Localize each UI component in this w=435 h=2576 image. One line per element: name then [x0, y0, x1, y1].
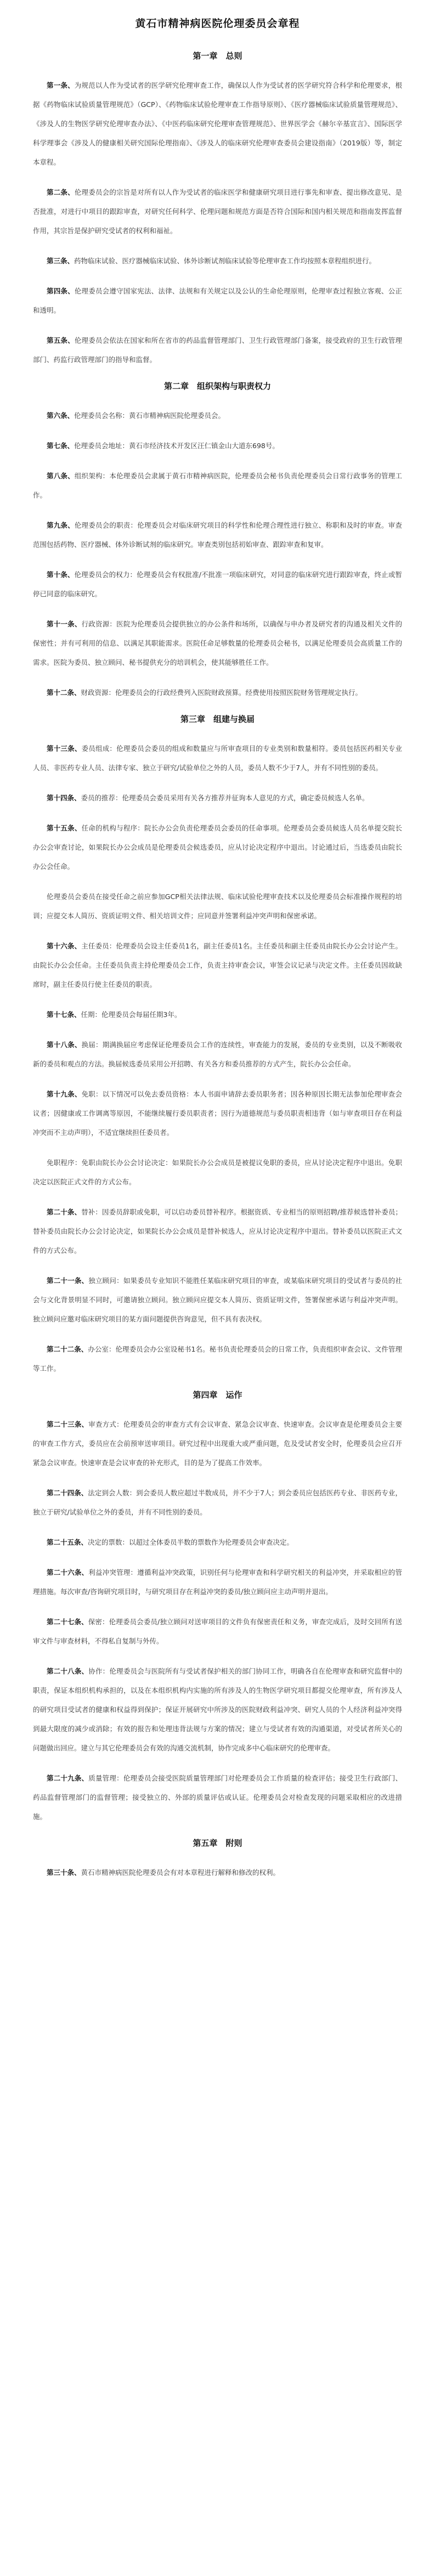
- chapter-heading: 第三章 组建与换届: [180, 714, 255, 724]
- article-text: 免职：以下情况可以免去委员资格：本人书面申请辞去委员职务者；因各种原因长期无法参加伦理审查会议者；因健康或工作调离等原因，不能继续履行委员职责者；因行为道德规范与委员职责相违背（如与审查项目存在利益冲突而不主动声明），不适宜继续担任委员者。: [33, 1090, 402, 1137]
- article-paragraph: [33, 683, 402, 702]
- chapter-section: [33, 50, 402, 369]
- article-text: 伦理委员会依法在国家和所在省市的药品监督管理部门、卫生行政管理部门备案，接受政府的卫生行政管理部门、药监行政管理部门的指导和监督。: [33, 336, 402, 364]
- article-text: 协作：伦理委员会与医院所有与受试者保护相关的部门协同工作，明确各自在伦理审查和研究监督中的职责，保证本组织机构承担的，以及在本组织机构内实施的所有涉及人的生物医学研究项目都提交伦理审查，所有涉及人的研究项目受试者的健康和权益得到保护；保证开展研究中所涉及的医院财政利益冲突、研究人员的个人经济利益冲突得到最大限度的减少或消除；有效的报告和处理违背法规与方案的情况；建立与受试者有效的沟通渠道，对受试者所关心的问题做出回应。建立与其它伦理委员会有效的沟通交流机制，协作完成多中心临床研究的伦理审查。: [33, 1667, 402, 1752]
- article-text: 法定到会人数：到会委员人数应超过半数成员，并不少于7人；到会委员应包括医药专业、非医药专业，独立于研究/试验单位之外的委员，并有不同性别的委员。: [33, 1489, 402, 1516]
- article-number: 第十六条、: [47, 942, 82, 950]
- article-paragraph: [33, 1769, 402, 1826]
- article-text: 伦理委员会委员在接受任命之前应参加GCP相关法律法规、临床试验伦理审查技术以及伦理委员会标准操作规程的培训；应提交本人简历、资质证明文件、相关培训文件；应同意并签署利益冲突声明和保密承诺。: [33, 892, 402, 920]
- article-paragraph: [33, 331, 402, 369]
- article-number: 第二十四条、: [47, 1489, 88, 1497]
- article-paragraph: [33, 614, 402, 672]
- article-number: 第二十条、: [47, 1208, 82, 1216]
- article-number: 第二十七条、: [47, 1618, 88, 1626]
- document-title: 黄石市精神病医院伦理委员会章程: [135, 18, 300, 30]
- article-number: 第十五条、: [47, 824, 82, 832]
- article-number: 第三条、: [47, 257, 75, 265]
- article-text: 替补：因委员辞职或免职，可以启动委员替补程序。根据资质、专业相当的原则招聘/推荐候选替补委员；替补委员由院长办公会讨论决定，如果院长办公会成员是替补候选人，应从讨论决定程序中退出。替补委员以医院正式文件的方式公布。: [33, 1208, 402, 1255]
- article-text: 药物临床试验、医疗器械临床试验、体外诊断试剂临床试验等伦理审查工作均按照本章程组织进行。: [74, 257, 376, 265]
- article-paragraph: [33, 739, 402, 777]
- article-paragraph: [33, 466, 402, 505]
- article-number: 第九条、: [47, 521, 75, 529]
- article-number: 第六条、: [47, 411, 75, 420]
- article-text: 质量管理：伦理委员会接受医院质量管理部门对伦理委员会工作质量的检查评估；接受卫生行政部门、药品监督管理部门的监督管理；接受独立的、外部的质量评估或认证。伦理委员会对检查发现的问题采取相应的改进措施。: [33, 1774, 402, 1821]
- article-paragraph: [33, 1863, 402, 1882]
- article-paragraph: [33, 1340, 402, 1378]
- chapter-heading: 第二章 组织架构与职责权力: [163, 381, 271, 391]
- article-paragraph: [33, 1153, 402, 1191]
- article-text: 决定的票数：以超过全体委员半数的票数作为伦理委员会审查决定。: [88, 1538, 294, 1546]
- article-paragraph: [33, 565, 402, 603]
- article-paragraph: [33, 251, 402, 270]
- article-number: 第二十八条、: [47, 1667, 89, 1675]
- article-number: 第二十五条、: [47, 1538, 88, 1546]
- article-number: 第二十二条、: [47, 1345, 88, 1353]
- article-number: 第八条、: [47, 472, 75, 480]
- article-paragraph: [33, 1271, 402, 1329]
- article-number: 第四条、: [47, 287, 75, 295]
- article-number: 第二条、: [47, 188, 75, 196]
- chapter-heading: 第四章 运作: [193, 1390, 242, 1400]
- article-text: 任期：伦理委员会每届任期3年。: [81, 1010, 182, 1019]
- article-paragraph: [33, 936, 402, 994]
- article-number: 第一条、: [47, 81, 75, 89]
- article-text: 伦理委员会的职责：伦理委员会对临床研究项目的科学性和伦理合理性进行独立、称职和及时的审查。审查范围包括药物、医疗器械、体外诊断试剂的临床研究。审查类别包括初始审查、跟踪审查和复审。: [33, 521, 402, 549]
- article-paragraph: [33, 1005, 402, 1024]
- article-paragraph: [33, 818, 402, 876]
- article-paragraph: [33, 76, 402, 172]
- article-text: 伦理委员会名称：黄石市精神病医院伦理委员会。: [74, 411, 225, 420]
- article-number: 第二十六条、: [47, 1568, 89, 1577]
- article-text: 主任委员：伦理委员会设主任委员1名，副主任委员1名。主任委员和副主任委员由院长办公会讨论产生。由院长办公会任命。主任委员负责主持伦理委员会工作，负责主持审查会议，审签会议记录与决定文件。主任委员因故缺席时，副主任委员行使主任委员的职责。: [33, 942, 402, 988]
- article-paragraph: [33, 281, 402, 320]
- article-paragraph: [33, 788, 402, 807]
- article-number: 第三十条、: [47, 1868, 81, 1877]
- article-text: 免职程序：免职由院长办公会讨论决定：如果院长办公会成员是被提议免职的委员，应从讨论决定程序中退出。免职决定以医院正式文件的方式公布。: [33, 1159, 402, 1186]
- article-text: 保密：伦理委员会委员/独立顾问对送审项目的文件负有保密责任和义务，审查完成后，及时交回所有送审文件与审查材料，不得私自复制与外传。: [33, 1618, 402, 1645]
- article-number: 第十一条、: [47, 620, 82, 628]
- article-number: 第十条、: [47, 570, 75, 579]
- article-paragraph: [33, 1084, 402, 1142]
- chapter-section: [33, 713, 402, 1378]
- article-text: 审查方式：伦理委员会的审查方式有会议审查、紧急会议审查、快速审查。会议审查是伦理委员会主要的审查工作方式，委员应在会前预审送审项目。研究过程中出现重大或严重问题，危及受试者安全时，伦理委员会应召开紧急会议审查。快速审查是会议审查的补充形式，目的是为了提高工作效率。: [33, 1420, 402, 1467]
- article-paragraph: [33, 1563, 402, 1601]
- article-number: 第二十九条、: [47, 1774, 89, 1782]
- article-number: 第十四条、: [47, 794, 81, 802]
- article-number: 第十七条、: [47, 1010, 81, 1019]
- article-number: 第十三条、: [47, 744, 82, 753]
- article-text: 为规范以人作为受试者的医学研究伦理审查工作，确保以人作为受试者的医学研究符合科学和伦理要求，根据《药物临床试验质量管理规范》（GCP）、《药物临床试验伦理审查工作指导原则》、《医疗器械临床试验质量管理规范》、《涉及人的生物医学研究伦理审查办法》、《中医药临床研究伦理审查管理规范》、世界医学会《赫尔辛基宣言》、国际医学科学理事会《涉及人的健康相关研究国际伦理指南》、《涉及人的临床研究伦理审查委员会建设指南》（2019版）等，制定本章程。: [33, 81, 402, 166]
- article-number: 第十九条、: [47, 1090, 82, 1098]
- article-number: 第二十一条、: [47, 1276, 89, 1285]
- article-number: 第二十三条、: [47, 1420, 89, 1428]
- article-number: 第七条、: [47, 442, 75, 450]
- article-text: 组织架构：本伦理委员会隶属于黄石市精神病医院，伦理委员会秘书负责伦理委员会日常行政事务的管理工作。: [33, 472, 402, 499]
- chapter-section: [33, 1837, 402, 1882]
- article-paragraph: [33, 406, 402, 425]
- article-text: 行政资源：医院为伦理委员会提供独立的办公条件和场所，以确保与申办者及研究者的沟通及相关文件的保密性；并有可利用的信息、以满足其职能需求。医院任命足够数量的伦理委员会秘书，以满足伦理委员会高质量工作的需求。医院为委员、独立顾问、秘书提供充分的培训机会，使其能够胜任工作。: [33, 620, 402, 666]
- article-paragraph: [33, 1612, 402, 1651]
- article-text: 换届：期满换届应考虑保证伦理委员会工作的连续性，审查能力的发展，委员的专业类别，以及不断吸收新的委员和观点的方法。换届候选委员采用公开招聘、有关各方和委员推荐的方式产生，院长办公会任命。: [33, 1041, 402, 1068]
- article-paragraph: [33, 1035, 402, 1074]
- chapter-heading: 第一章 总则: [193, 51, 242, 61]
- article-text: 财政资源：伦理委员会的行政经费列入医院财政预算。经费使用按照医院财务管理规定执行。: [81, 688, 363, 697]
- article-paragraph: [33, 1533, 402, 1552]
- chapter-section: [33, 1389, 402, 1826]
- article-text: 委员的推荐：伦理委员会委员采用有关各方推荐并征询本人意见的方式，确定委员候选人名单。: [81, 794, 369, 802]
- article-paragraph: [33, 1202, 402, 1260]
- article-paragraph: [33, 1662, 402, 1758]
- document-body: [33, 50, 402, 1882]
- article-paragraph: [33, 887, 402, 925]
- article-text: 伦理委员会的宗旨是对所有以人作为受试者的临床医学和健康研究项目进行事先和审查、提出修改意见、是否批准，对进行中项目的跟踪审查，对研究任何科学、伦理问题和规范方面是否符合国际和国内相关规范和指南发挥监督作用，其宗旨是保护研究受试者的权利和福祉。: [33, 188, 402, 235]
- article-number: 第十二条、: [47, 688, 81, 697]
- chapter-heading: 第五章 附则: [193, 1838, 242, 1848]
- article-paragraph: [33, 1415, 402, 1472]
- article-paragraph: [33, 1483, 402, 1522]
- article-text: 任命的机构与程序：院长办公会负责伦理委员会委员的任命事项。伦理委员会委员候选人员名单提交院长办公会审查讨论，如果院长办公会成员是伦理委员会候选委员，应从讨论决定程序中退出。讨论通过后，当选委员由院长办公会任命。: [33, 824, 402, 871]
- article-text: 伦理委员会遵守国家宪法、法律、法规和有关规定以及公认的生命伦理原则，伦理审查过程独立客观、公正和透明。: [33, 287, 402, 314]
- article-number: 第十八条、: [47, 1041, 82, 1049]
- article-number: 第五条、: [47, 336, 75, 344]
- article-text: 黄石市精神病医院伦理委员会有对本章程进行解释和修改的权利。: [81, 1868, 280, 1877]
- article-text: 独立顾问：如果委员专业知识不能胜任某临床研究项目的审查，或某临床研究项目的受试者与委员的社会与文化背景明显不同时，可邀请独立顾问。独立顾问应提交本人简历、资质证明文件，签署保密承诺与利益冲突声明。独立顾问应邀对临床研究项目的某方面问题提供咨询意见，但不具有表决权。: [33, 1276, 402, 1323]
- article-text: 伦理委员会的权力：伦理委员会有权批准/不批准一项临床研究，对同意的临床研究进行跟踪审查，终止或暂停已同意的临床研究。: [33, 570, 402, 598]
- article-text: 利益冲突管理：遵循利益冲突政策，识别任何与伦理审查和科学研究相关的利益冲突，并采取相应的管理措施。每次审查/咨询研究项目时，与研究项目存在利益冲突的委员/独立顾问应主动声明并退出。: [33, 1568, 402, 1596]
- article-paragraph: [33, 183, 402, 240]
- article-text: 办公室：伦理委员会办公室设秘书1名。秘书负责伦理委员会的日常工作，负责组织审查会议、文件管理等工作。: [33, 1345, 402, 1372]
- chapter-section: [33, 380, 402, 702]
- article-paragraph: [33, 516, 402, 554]
- article-paragraph: [33, 436, 402, 455]
- article-text: 伦理委员会地址：黄石市经济技术开发区汪仁镇金山大道东698号。: [74, 442, 279, 450]
- article-text: 委员组成：伦理委员会委员的组成和数量应与所审查项目的专业类别和数量相符。委员包括医药相关专业人员、非医药专业人员、法律专家、独立于研究/试验单位之外的人员，委员人数不少于7人，并有不同性别的委员。: [33, 744, 402, 772]
